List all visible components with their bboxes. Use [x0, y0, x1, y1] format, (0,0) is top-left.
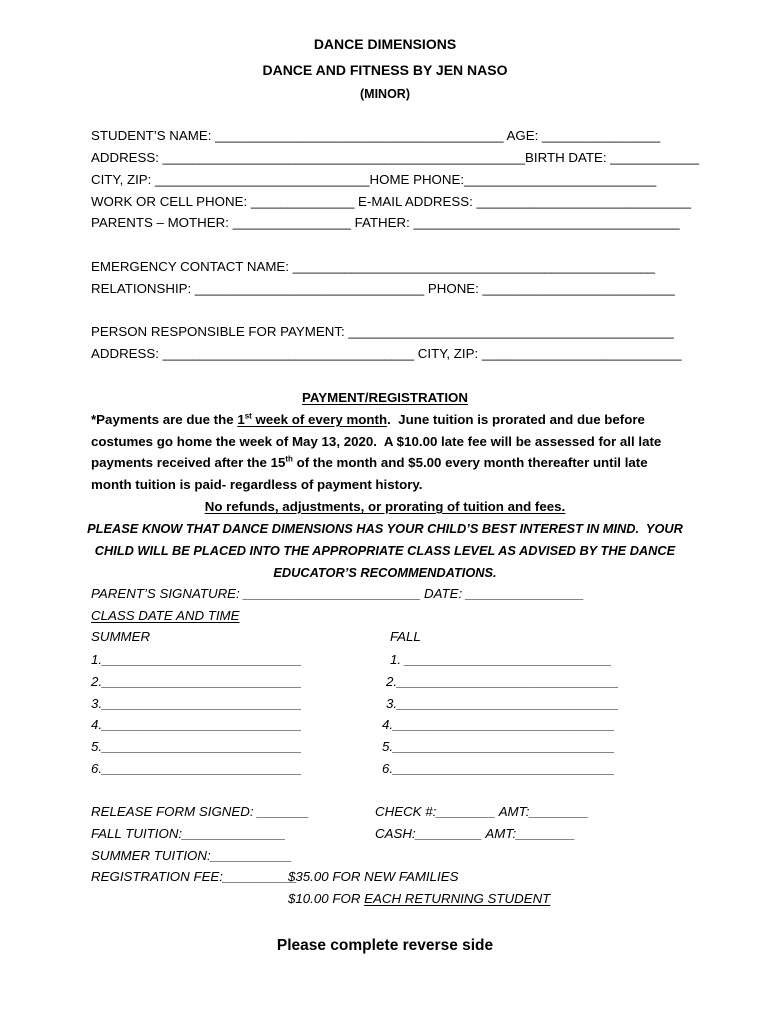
signature-date-field[interactable]: DATE: ________________	[424, 586, 585, 601]
payment-paragraph-line1: *Payments are due the 1st week of every month. June tuition is prorated and due before	[91, 411, 645, 427]
parent-signature-field[interactable]: PARENT’S SIGNATURE: ________________________	[91, 586, 421, 601]
student-name-field[interactable]: STUDENT’S NAME: _______________________________________ AGE: ________________	[91, 128, 661, 143]
no-refunds-notice: No refunds, adjustments, or prorating of tuition and fees.	[204, 499, 566, 514]
fall-class-2[interactable]: 2.______________________________	[386, 674, 619, 689]
fall-label: FALL	[390, 629, 421, 644]
class-placement-notice-line1: PLEASE KNOW THAT DANCE DIMENSIONS HAS YOUR CHILD’S BEST INTEREST IN MIND. YOUR	[87, 521, 683, 536]
payment-paragraph-line2: costumes go home the week of May 13, 2020. A $10.00 late fee will be assessed for all late	[91, 434, 662, 449]
payment-person-field[interactable]: PERSON RESPONSIBLE FOR PAYMENT: ____________________________________________	[91, 324, 674, 339]
new-families-fee: $35.00 FOR NEW FAMILIES	[288, 869, 459, 884]
summer-class-1[interactable]: 1.___________________________	[91, 652, 302, 667]
summer-label: SUMMER	[91, 629, 151, 644]
summer-class-3[interactable]: 3.___________________________	[91, 696, 302, 711]
check-amount-field[interactable]: CHECK #:________ AMT:________	[375, 804, 589, 819]
relationship-phone-field[interactable]: RELATIONSHIP: _______________________________ PHONE: __________________________	[91, 281, 675, 296]
reverse-side-note: Please complete reverse side	[276, 937, 494, 954]
address-birthdate-field[interactable]: ADDRESS: _________________________________________________BIRTH DATE: ____________	[91, 150, 699, 165]
payment-paragraph-line3: payments received after the 15th of the month and $5.00 every month thereafter until late	[91, 454, 648, 470]
fall-class-6[interactable]: 6.______________________________	[382, 761, 615, 776]
cash-amount-field[interactable]: CASH:_________ AMT:________	[375, 826, 576, 841]
summer-class-5[interactable]: 5.___________________________	[91, 739, 302, 754]
fall-class-4[interactable]: 4.______________________________	[382, 717, 615, 732]
fall-tuition-field[interactable]: FALL TUITION:______________	[91, 826, 286, 841]
summer-class-6[interactable]: 6.___________________________	[91, 761, 302, 776]
fall-class-3[interactable]: 3.______________________________	[386, 696, 619, 711]
class-date-time-heading: CLASS DATE AND TIME	[91, 608, 240, 623]
returning-student-fee: $10.00 FOR EACH RETURNING STUDENT	[288, 891, 551, 906]
form-type-label: (MINOR)	[360, 87, 410, 101]
fall-class-5[interactable]: 5.______________________________	[382, 739, 615, 754]
summer-tuition-field[interactable]: SUMMER TUITION:___________	[91, 848, 293, 863]
parents-field[interactable]: PARENTS – MOTHER: ________________ FATHER: ____________________________________	[91, 215, 680, 230]
payment-heading: PAYMENT/REGISTRATION	[302, 390, 468, 405]
summer-class-4[interactable]: 4.___________________________	[91, 717, 302, 732]
summer-class-2[interactable]: 2.___________________________	[91, 674, 302, 689]
registration-fee-field[interactable]: REGISTRATION FEE:__________	[91, 869, 297, 884]
class-placement-notice-line2: CHILD WILL BE PLACED INTO THE APPROPRIATE CLASS LEVEL AS ADVISED BY THE DANCE	[94, 543, 676, 558]
class-placement-notice-line3: EDUCATOR’S RECOMMENDATIONS.	[273, 565, 497, 580]
phone-email-field[interactable]: WORK OR CELL PHONE: ______________ E-MAIL ADDRESS: _____________________________	[91, 194, 691, 209]
emergency-contact-field[interactable]: EMERGENCY CONTACT NAME: _________________________________________________	[91, 259, 656, 274]
form-title: DANCE DIMENSIONS	[313, 36, 457, 52]
city-homephone-field[interactable]: CITY, ZIP: _____________________________HOME PHONE:__________________________	[91, 172, 657, 187]
release-form-field[interactable]: RELEASE FORM SIGNED: _______	[91, 804, 310, 819]
payer-address-field[interactable]: ADDRESS: __________________________________ CITY, ZIP: ___________________________	[91, 346, 682, 361]
form-subtitle: DANCE AND FITNESS BY JEN NASO	[262, 62, 508, 78]
payment-paragraph-line4: month tuition is paid- regardless of payment history.	[91, 477, 423, 492]
fall-class-1[interactable]: 1. ____________________________	[390, 652, 612, 667]
